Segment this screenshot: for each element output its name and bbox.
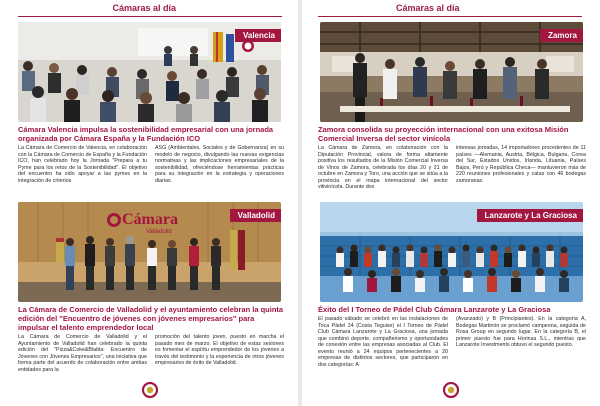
section-header: Cámaras al día: [396, 3, 460, 13]
body-column: El pasado sábado se celebró en las instalaciones de Toca Pádel 24 (Costa Teguise) el I Torneo de Pádel Club Cámara Lanzarote y La Graciosa, una jornada que combinó deporte, compañerismo y oportunidades de conexión entre las empresas asociadas al Club. El evento reunió a 24 equipos pertenecientes a 20 empresas de distintos sectores, que participaron en dos categorías: A: [318, 316, 448, 368]
article-headline: Zamora consolida su proyección internacional con una exitosa Misión Comercial Inversa del sector vinícola: [318, 125, 569, 143]
location-tag: Valladolid: [230, 209, 281, 222]
left-page: [0, 0, 298, 406]
valladolid-photo: [18, 202, 281, 302]
body-column: promoción del talento joven, puesto en marcha el pasado mes de marzo. El objetivo de estas sesiones es fomentar el espíritu emprendedor de los jóvenes a través del testimonio y la experiencia de otros jóvenes empresarios de éxito de Valladolid.: [155, 334, 284, 366]
camara-logo-icon: [443, 382, 459, 398]
camara-logo-icon: [142, 382, 158, 398]
body-column: (Avanzado) y B (Principiantes). En la categoría A, Bodegas Martinón se proclamó campeona, seguida de Rosa Group en segundo lugar. En la categoría B, el primer puesto fue para Horinsa S.L., mientras que Lanzarote Investments obtuvo el segundo puesto.: [456, 316, 586, 348]
valencia-photo: [18, 22, 281, 122]
location-tag: Valencia: [235, 29, 281, 42]
body-column: intensas jornadas, 14 importadores procedentes de 11 países —Alemania, Austria, Bélgica, Bulgaria, Corea del Sur, Estados Unidos, Irlanda, Lituania, Países Bajos, Perú y República Checa— mantuvieron más de 220 reuniones profesionales y catas con 46 bodegas zamoranas.: [456, 145, 586, 184]
body-column: La Cámara de Comercio de Valencia, en colaboración con la Cámara de Comercio de España y la Fundación ICO, han celebrado hoy la Jornada "Prepara a tu Pyme para los retos de la Sostenibilidad". El objetivo del encuentro ha sido apoyar a las pymes en la integración de criterios: [18, 145, 147, 184]
location-tag: Zamora: [540, 29, 583, 42]
header-divider: [318, 16, 582, 17]
article-headline: Cámara Valencia impulsa la sostenibilidad empresarial con una jornada organizada por Cámara España y la Fundación ICO: [18, 125, 274, 143]
article-body: [318, 145, 586, 195]
body-column: ASG (Ambientales, Sociales y de Gobernanza) en su modelo de negocio, divulgando las nuevas exigencias normativas y las implicaciones empresariales de la sostenibilidad, ofreciéndose herramientas prácticas para su integración en la estrategia y operaciones diarias.: [155, 145, 284, 184]
zamora-photo: [320, 22, 583, 122]
article-body: [18, 145, 284, 195]
camara-sign-text: Cámara: [122, 211, 178, 228]
location-tag: Lanzarote y La Graciosa: [477, 209, 583, 222]
body-column: La Cámara de Comercio de Valladolid y el Ayuntamiento de Valladolid han celebrado la quinta edición del "Pizza&Coke&Blabla: Encuentro de Jóvenes con Jóvenes Empresarios", una iniciativa que forma parte del acuerdo de colaboración entre ambas entidades para la: [18, 334, 147, 373]
lanzarote-photo: [320, 202, 583, 302]
camara-sign-subtext: Valladolid: [146, 229, 172, 235]
section-header: Cámaras al día: [112, 3, 176, 13]
article-headline: La Cámara de Comercio de Valladolid y el ayuntamiento celebran la quinta edición del "Encuentro de jóvenes con jóvenes empresarios" para impulsar el talento emprendedor local: [18, 305, 284, 332]
header-divider: [18, 16, 282, 17]
article-body: [18, 334, 284, 380]
right-page: [302, 0, 600, 406]
body-column: La Cámara de Zamora, en colaboración con la Diputación Provincial, valora de forma altamente positiva los resultados de la Misión Comercial Inversa de Vinos de Zamora, celebrada los días 20 y 21 de octubre en Zamora y Toro, una acción que se sitúa a la provincia en el mapa internacional del sector vitivinícola. Durante dos: [318, 145, 448, 190]
article-body: [318, 316, 586, 382]
article-headline: Éxito del I Torneo de Pádel Club Cámara Lanzarote y La Graciosa: [318, 305, 551, 314]
